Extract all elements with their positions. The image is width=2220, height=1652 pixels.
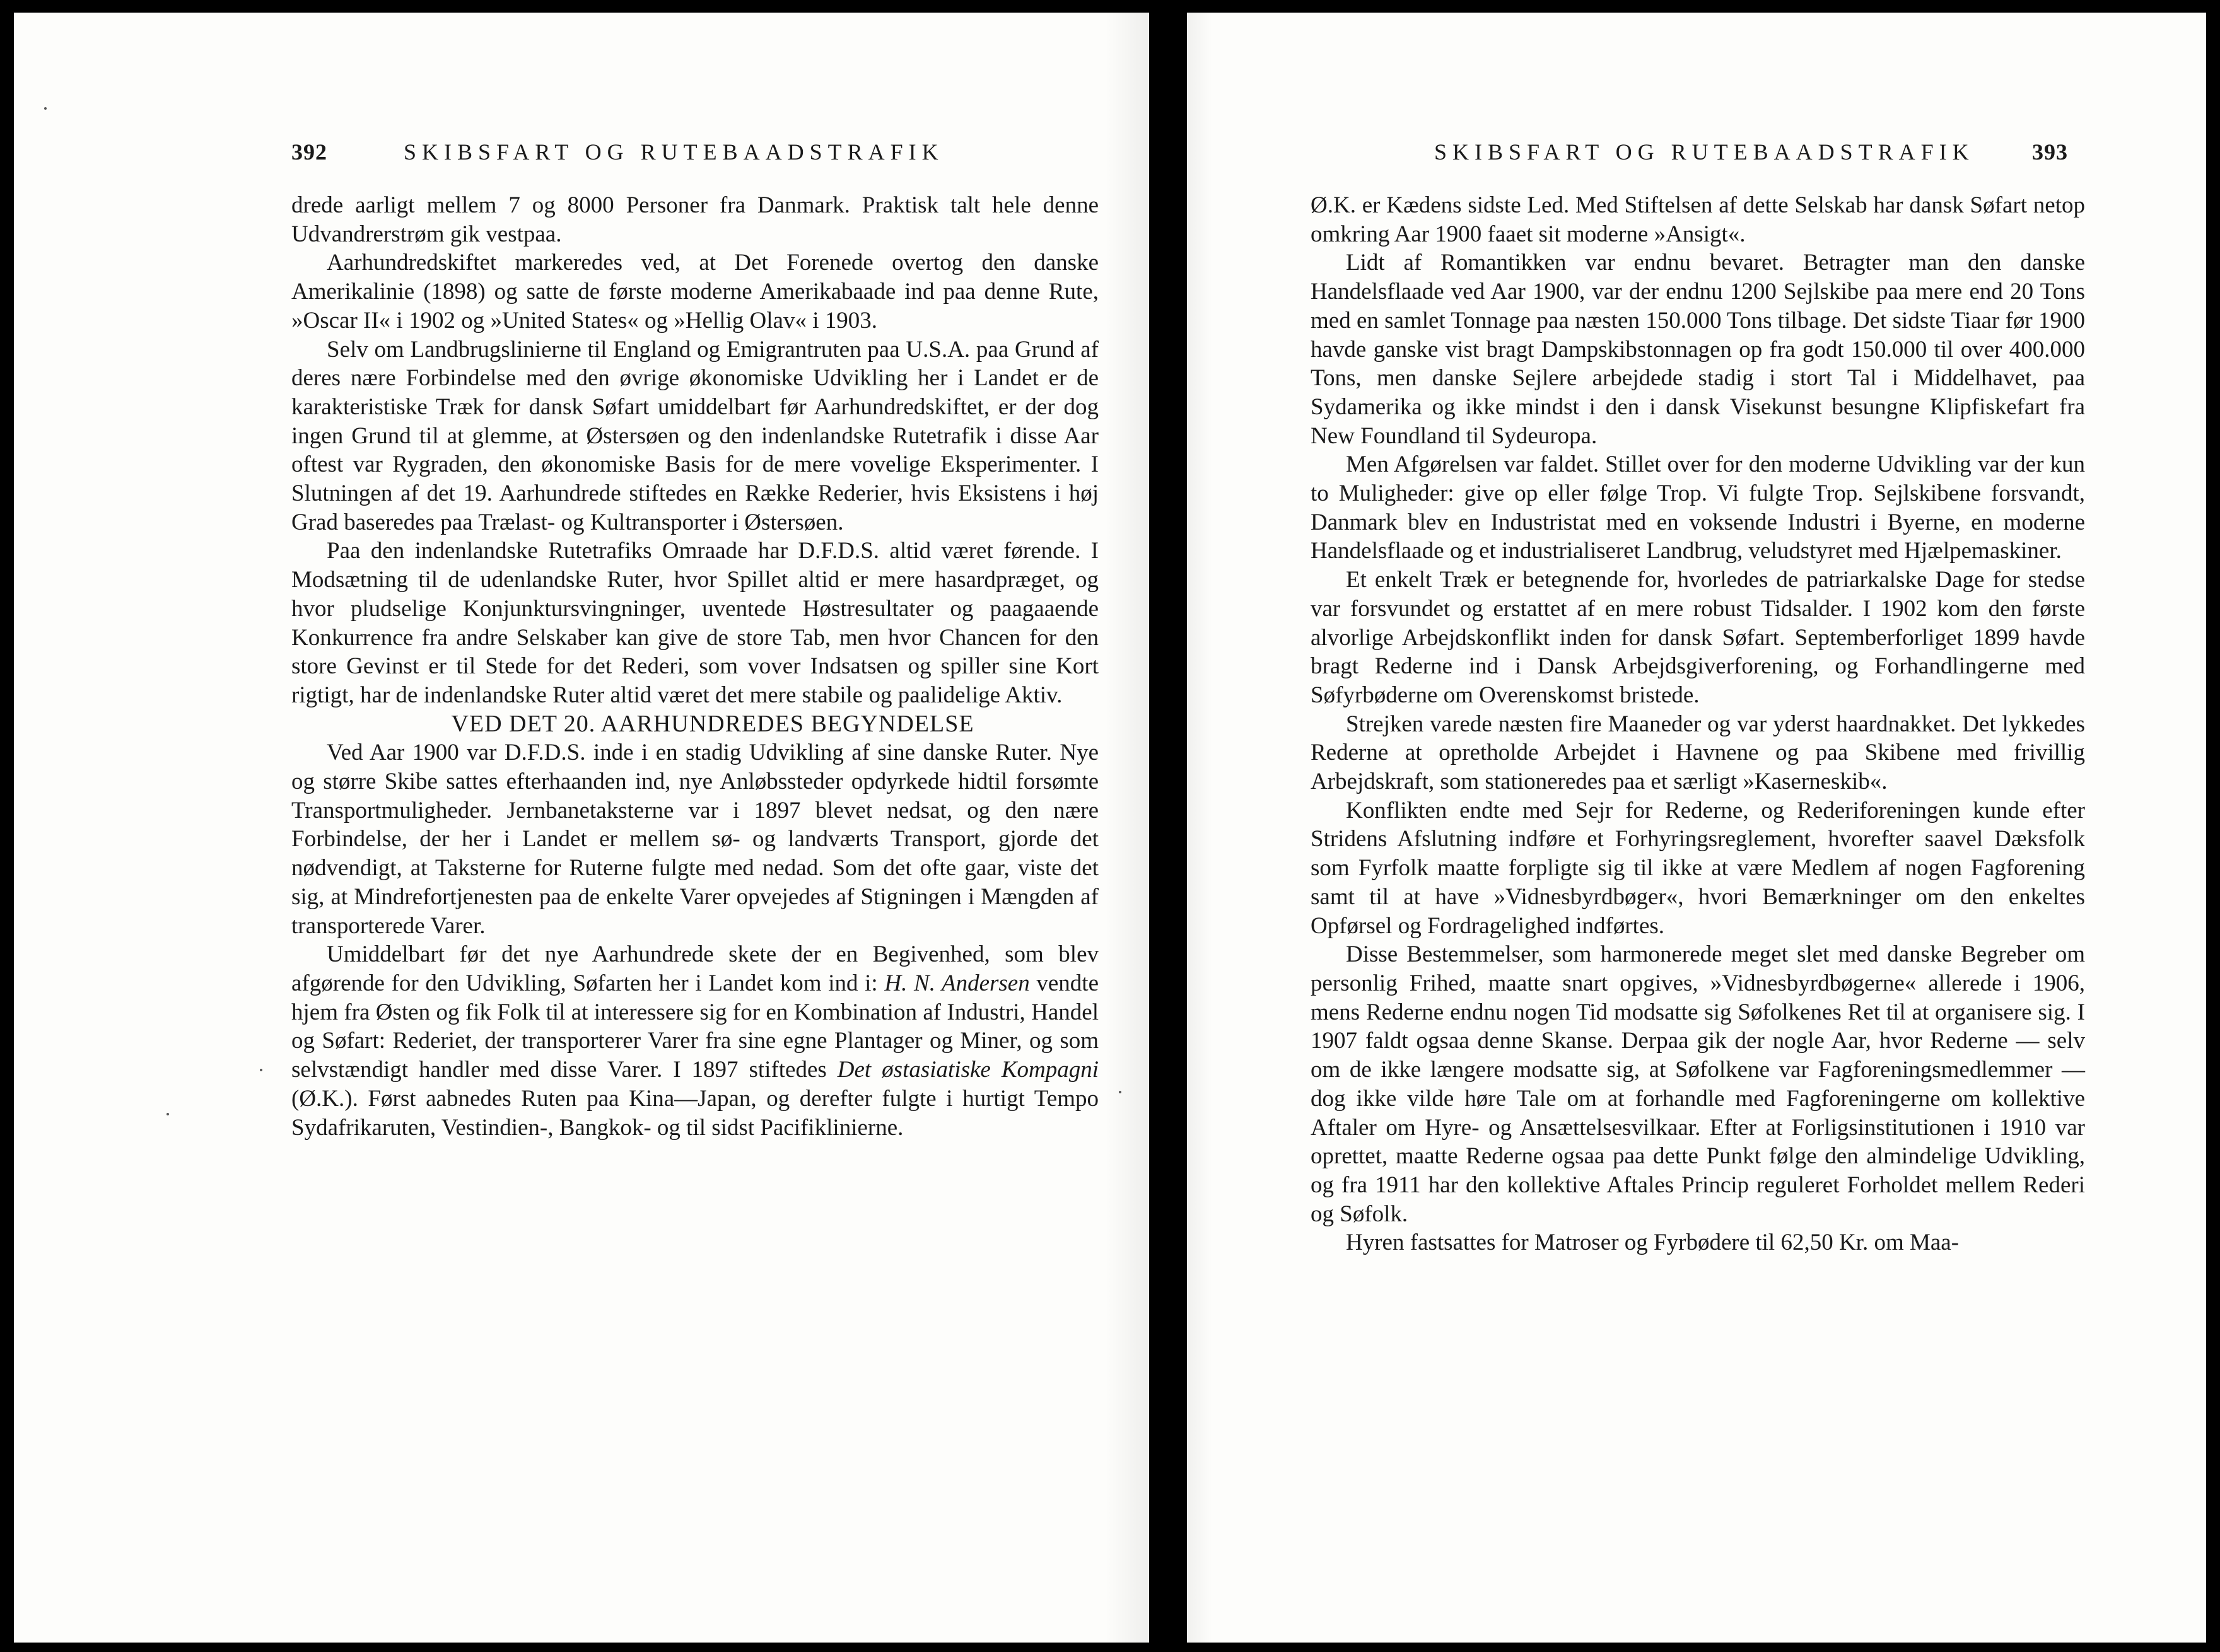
body-text <box>1311 191 2085 1257</box>
paragraph: Ø.K. er Kædens sidste Led. Med Stiftelsen af dette Selskab har dansk Søfart netop omkring Aar 1900 faaet sit moderne »Ansigt«. <box>1311 192 2085 247</box>
right-page <box>1187 13 2206 1643</box>
paragraph: Konflikten endte med Sejr for Rederne, og Rederiforeningen kunde efter Stridens Afslutning indføre et Forhyringsreglement, hvorefter saavel Dæksfolk som Fyrfolk maatte forpligte sig til ikke at være Medlem af nogen Fagforening samt til at have »Vidnesbyrdbøger«, hvori Bemærkninger om den enkeltes Opførsel og Fordragelighed indførtes. <box>1311 797 2085 939</box>
paragraph: Aarhundredskiftet markeredes ved, at Det Forenede overtog den danske Amerikalinie (1898) og satte de første moderne Amerikabaade ind paa denne Rute, »Oscar II« i 1902 og »United States« og »Hellig Olav« i 1903. <box>291 250 1099 334</box>
text-run: (Ø.K.). Først aabnedes Ruten paa Kina—Japan, og derefter fulgte i hurtigt Tempo Sydafrikaruten, Vestindien-, Bangkok- og til sidst Pacifiklinierne. <box>291 1085 1099 1141</box>
company-name: Det østasiatiske Kompagni <box>837 1057 1099 1083</box>
paragraph: Et enkelt Træk er betegnende for, hvorledes de patriarkalske Dage for stedse var forsvundet og erstattet af en mere robust Tidsalder. I 1902 kom den første alvorlige Arbejdskonflikt inden for dansk Søfart. Septemberforliget 1899 havde bragt Rederne ind i Dansk Arbejdsgiverforening, og Forhandlingerne med Søfyrbøderne om Overenskomst bristede. <box>1311 567 2085 708</box>
text-run: Umiddelbart før det nye Aarhundrede skete der en Begivenhed, som blev afgørende for den Udvikling, Søfarten her i Landet kom ind i: <box>291 941 1099 996</box>
page-number: 392 <box>291 139 327 165</box>
running-head: SKIBSFART OG RUTEBAADSTRAFIK <box>404 139 944 165</box>
paper-speck <box>1119 1091 1121 1093</box>
paragraph: drede aarligt mellem 7 og 8000 Personer fra Danmark. Praktisk talt hele denne Udvandrerstrøm gik vestpaa. <box>291 192 1099 247</box>
paragraph: Lidt af Romantikken var endnu bevaret. Betragter man den danske Handelsflaade ved Aar 1900, var der endnu 1200 Sejlskibe paa mere end 20 Tons med en samlet Tonnage paa næsten 150.000 Tons tilbage. Det sidste Tiaar før 1900 havde ganske vist bragt Dampskibstonnagen op fra godt 150.000 til over 400.000 Tons, men danske Sejlere arbejdede stadig i stort Tal i Middelhavet, paa Sydamerika og ikke mindst i den i dansk Visekunst besungne Klipfiskefart fra New Foundland til Sydeuropa. <box>1311 250 2085 449</box>
paragraph <box>291 940 1099 1142</box>
body-text <box>291 191 1099 1142</box>
running-head: SKIBSFART OG RUTEBAADSTRAFIK <box>1434 139 1975 165</box>
left-page <box>14 13 1149 1643</box>
paper-speck <box>166 1113 169 1115</box>
section-heading: VED DET 20. AARHUNDREDES BEGYNDELSE <box>451 710 974 737</box>
paper-speck <box>44 107 47 110</box>
paragraph: Strejken varede næsten fire Maaneder og var yderst haardnakket. Det lykkedes Rederne at opretholde Arbejdet i Havnene og paa Skibene med frivillig Arbejdskraft, som stationeredes paa et særligt »Kaserneskib«. <box>1311 711 2085 795</box>
left-page-gutter-shadow <box>1105 13 1149 1643</box>
paragraph: Paa den indenlandske Rutetrafiks Omraade har D.F.D.S. altid været førende. I Modsætning til de udenlandske Ruter, hvor Spillet altid er mere hasardpræget, og hvor pludselige Konjunktursvingninger, uventede Høstresultater og paagaaende Konkurrence fra andre Selskaber kan give de store Tab, men hvor Chancen for den store Gevinst er til Stede for det Rederi, som vover Indsatsen og spiller sine Kort rigtigt, har de indenlandske Ruter altid været det mere stabile og paalidelige Aktiv. <box>291 538 1099 708</box>
right-page-gutter-shadow <box>1187 13 1212 1643</box>
paragraph: Hyren fastsattes for Matroser og Fyrbødere til 62,50 Kr. om Maa- <box>1346 1230 1960 1256</box>
page-number: 393 <box>2032 139 2068 165</box>
person-name: H. N. Andersen <box>884 970 1030 996</box>
paragraph: Ved Aar 1900 var D.F.D.S. inde i en stadig Udvikling af sine danske Ruter. Nye og større Skibe sattes efterhaanden ind, nye Anløbssteder opdyrkede hidtil forsømte Transportmuligheder. Jernbanetaksterne var i 1897 blevet nedsat, og den nære Forbindelse, der her i Landet er mellem sø- og landværts Transport, gjorde det nødvendigt, at Taksterne for Ruterne fulgte med nedad. Som det ofte gaar, viste det sig, at Mindrefortjenesten paa de enkelte Varer opvejedes af Stigningen i Mængden af transporterede Varer. <box>291 740 1099 939</box>
paragraph: Disse Bestemmelser, som harmonerede meget slet med danske Begreber om personlig Frihed, maatte snart opgives, »Vidnesbyrdbøgerne« allerede i 1906, mens Rederne endnu nogen Tid modsatte sig Søfolkenes Ret til at organisere sig. I 1907 faldt ogsaa denne Skanse. Derpaa gik der nogle Aar, hvor Rederne — selv om de ikke længere modsatte sig, at Søfolkene var Fagforeningsmedlemmer — dog ikke vilde høre Tale om at forhandle med Fagforeningerne om kollektive Aftaler om Hyre- og Ansættelsesvilkaar. Efter at Forligsinstitutionen i 1910 var oprettet, maatte Rederne ogsaa paa dette Punkt følge den almindelige Udvikling, og fra 1911 har den kollektive Aftales Princip reguleret Forholdet mellem Rederi og Søfolk. <box>1311 941 2085 1227</box>
paragraph: Selv om Landbrugslinierne til England og Emigrantruten paa U.S.A. paa Grund af deres nære Forbindelse med den øvrige økonomiske Udvikling her i Landet er de karakteristiske Træk for dansk Søfart umiddelbart før Aarhundredskiftet, er der dog ingen Grund til at glemme, at Østersøen og den indenlandske Rutetrafik i disse Aar oftest var Rygraden, den økonomiske Basis for de mere vovelige Eksperimenter. I Slutningen af det 19. Aarhundrede stiftedes en Række Rederier, hvis Eksistens i høj Grad baseredes paa Trælast- og Kultransporter i Østersøen. <box>291 336 1099 535</box>
paper-speck <box>260 1069 262 1071</box>
text-run: vendte hjem fra Østen og fik Folk til at interessere sig for en Kombination af Industri, Handel og Søfart: Rederiet, der transporterer Varer fra sine egne Plantager og Miner, og som selvstændigt handler med disse Varer. I 1897 stiftedes <box>291 970 1099 1083</box>
paragraph: Men Afgørelsen var faldet. Stillet over for den moderne Udvikling var der kun to Muligheder: give op eller følge Trop. Vi fulgte Trop. Sejlskibene forsvandt, Danmark blev en Industristat med en voksende Industri i Byerne, en moderne Handelsflaade og et industrialiseret Landbrug, veludstyret med Hjælpemaskiner. <box>1311 451 2085 564</box>
